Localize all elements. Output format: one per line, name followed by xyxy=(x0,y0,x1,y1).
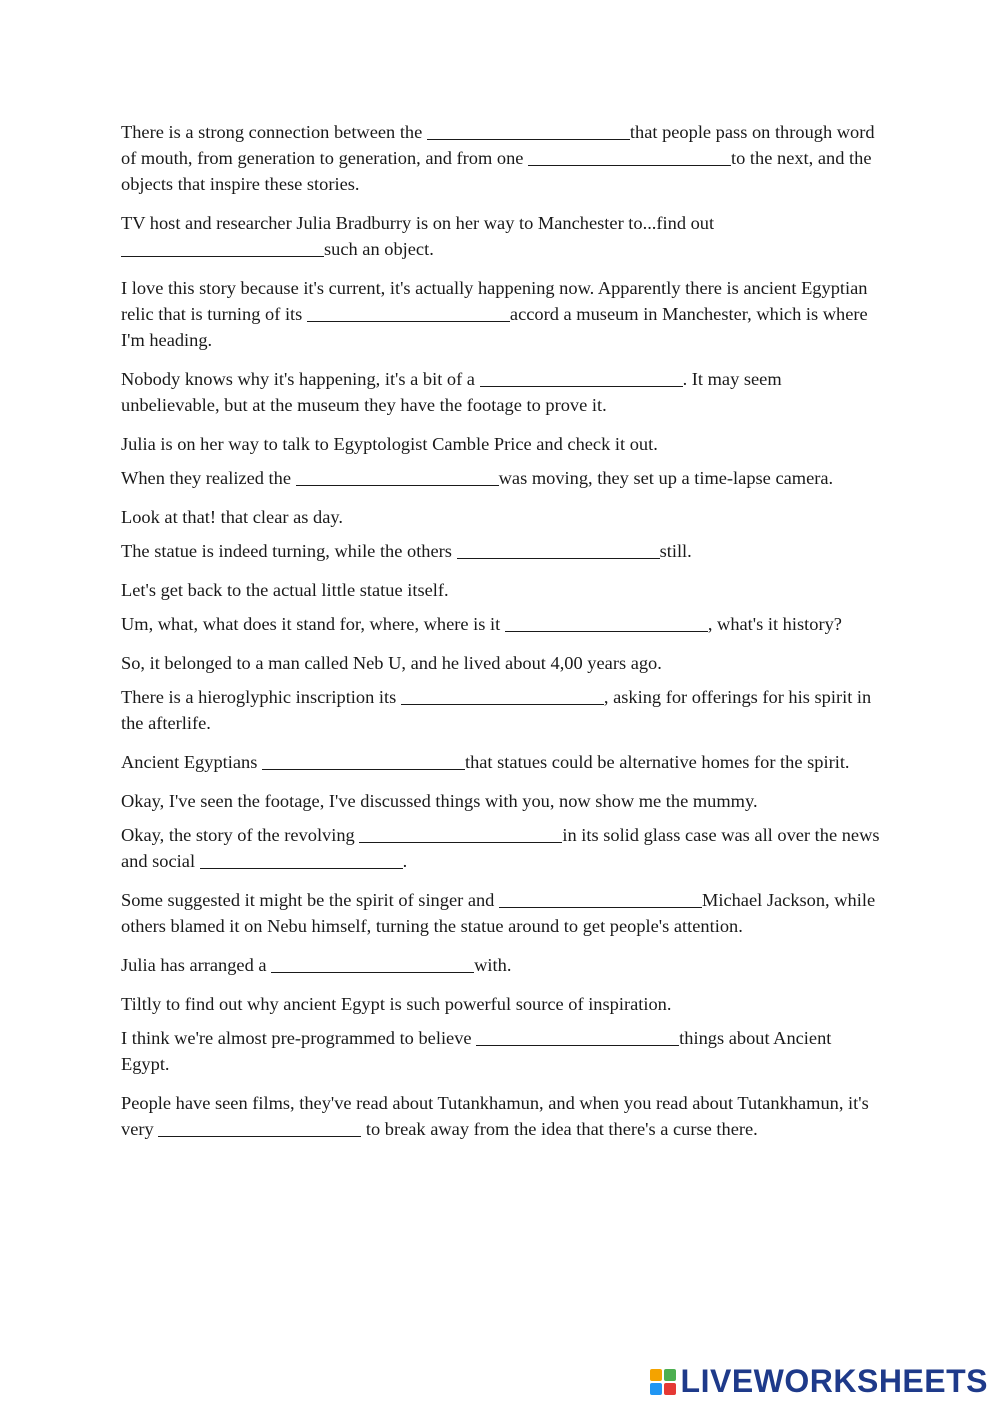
worksheet-paragraph xyxy=(121,119,881,197)
logo-square xyxy=(650,1369,662,1381)
answer-blank[interactable] xyxy=(427,119,630,140)
answer-blank[interactable] xyxy=(505,611,708,632)
answer-blank[interactable] xyxy=(271,952,474,973)
paragraph-text: I think we're almost pre-programmed to believe xyxy=(121,1028,477,1048)
answer-blank[interactable] xyxy=(359,822,562,843)
worksheet-paragraph xyxy=(121,1025,881,1077)
worksheet-paragraph xyxy=(121,538,881,564)
paragraph-text: to break away from the idea that there's a curse there. xyxy=(361,1119,758,1139)
paragraph-text: When they realized the xyxy=(121,468,296,488)
paragraph-text: things about Ancient Egypt. xyxy=(121,1028,832,1074)
worksheet-paragraph xyxy=(121,952,881,978)
paragraph-text: in its solid glass case was all over the news and social xyxy=(121,825,880,871)
worksheet-paragraph xyxy=(121,366,881,418)
worksheet-paragraph xyxy=(121,822,881,874)
worksheet-paragraph xyxy=(121,611,881,637)
answer-blank[interactable] xyxy=(121,236,324,257)
paragraph-text: Okay, I've seen the footage, I've discussed things with you, now show me the mummy. xyxy=(121,791,758,811)
answer-blank[interactable] xyxy=(476,1025,679,1046)
paragraph-text: Look at that! that clear as day. xyxy=(121,507,343,527)
answer-blank[interactable] xyxy=(200,848,403,869)
paragraph-text: The statue is indeed turning, while the others xyxy=(121,541,457,561)
answer-blank[interactable] xyxy=(401,684,604,705)
paragraph-text: still. xyxy=(659,541,692,561)
paragraph-text: There is a strong connection between the xyxy=(121,122,427,142)
paragraph-text: that people pass on through word of mouth, from generation to generation, and from one xyxy=(121,122,875,168)
paragraph-text: TV host and researcher Julia Bradburry is on her way to Manchester to...find out xyxy=(121,213,715,233)
paragraph-text: So, it belonged to a man called Neb U, and he lived about 4,00 years ago. xyxy=(121,653,662,673)
logo-square xyxy=(664,1383,676,1395)
worksheet-paragraph xyxy=(121,504,881,530)
answer-blank[interactable] xyxy=(528,145,731,166)
paragraph-text: Let's get back to the actual little statue itself. xyxy=(121,580,449,600)
paragraph-text: such an object. xyxy=(324,239,434,259)
worksheet-paragraph xyxy=(121,275,881,353)
paragraph-text: Okay, the story of the revolving xyxy=(121,825,360,845)
answer-blank[interactable] xyxy=(262,749,465,770)
paragraph-text: was moving, they set up a time-lapse camera. xyxy=(498,468,834,488)
paragraph-text: I love this story because it's current, it's actually happening now. Apparently there is ancient Egyptian relic that is turning of its xyxy=(121,278,868,324)
worksheet-paragraph xyxy=(121,577,881,603)
worksheet-paragraph xyxy=(121,431,881,457)
paragraph-text: that statues could be alternative homes for the spirit. xyxy=(464,752,850,772)
paragraph-text: . xyxy=(402,851,408,871)
worksheet-body xyxy=(121,119,881,1142)
paragraph-text: Some suggested it might be the spirit of singer and xyxy=(121,890,499,910)
paragraph-text: , what's it history? xyxy=(707,614,842,634)
worksheet-paragraph xyxy=(121,650,881,676)
logo-mark-icon xyxy=(650,1369,676,1395)
paragraph-text: Michael Jackson, while others blamed it on Nebu himself, turning the statue around to get people's attention. xyxy=(121,890,876,936)
paragraph-text: accord a museum in Manchester, which is where I'm heading. xyxy=(121,304,868,350)
worksheet-paragraph xyxy=(121,887,881,939)
answer-blank[interactable] xyxy=(296,465,499,486)
logo-square xyxy=(664,1369,676,1381)
worksheet-paragraph xyxy=(121,465,881,491)
paragraph-text: Julia is on her way to talk to Egyptologist Camble Price and check it out. xyxy=(121,434,658,454)
paragraph-text: Um, what, what does it stand for, where, where is it xyxy=(121,614,505,634)
worksheet-paragraph xyxy=(121,991,881,1017)
liveworksheets-logo xyxy=(650,1363,988,1400)
paragraph-text: . It may seem unbelievable, but at the museum they have the footage to prove it. xyxy=(121,369,782,415)
answer-blank[interactable] xyxy=(499,887,702,908)
paragraph-text: with. xyxy=(474,955,512,975)
logo-square xyxy=(650,1383,662,1395)
paragraph-text: , asking for offerings for his spirit in the afterlife. xyxy=(121,687,872,733)
answer-blank[interactable] xyxy=(457,538,660,559)
paragraph-text: Nobody knows why it's happening, it's a bit of a xyxy=(121,369,480,389)
worksheet-paragraph xyxy=(121,210,881,262)
paragraph-text: Tiltly to find out why ancient Egypt is such powerful source of inspiration. xyxy=(121,994,672,1014)
worksheet-paragraph xyxy=(121,684,881,736)
answer-blank[interactable] xyxy=(158,1116,361,1137)
paragraph-text: Ancient Egyptians xyxy=(121,752,262,772)
worksheet-paragraph xyxy=(121,749,881,775)
logo-text: LIVEWORKSHEETS xyxy=(680,1363,988,1399)
worksheet-paragraph xyxy=(121,1090,881,1142)
answer-blank[interactable] xyxy=(480,366,683,387)
paragraph-text: People have seen films, they've read about Tutankhamun, and when you read about Tutankhamun, it's very xyxy=(121,1093,869,1139)
worksheet-paragraph xyxy=(121,788,881,814)
paragraph-text: There is a hieroglyphic inscription its xyxy=(121,687,401,707)
answer-blank[interactable] xyxy=(307,301,510,322)
paragraph-text: to the next, and the objects that inspire these stories. xyxy=(121,148,872,194)
paragraph-text: Julia has arranged a xyxy=(121,955,272,975)
